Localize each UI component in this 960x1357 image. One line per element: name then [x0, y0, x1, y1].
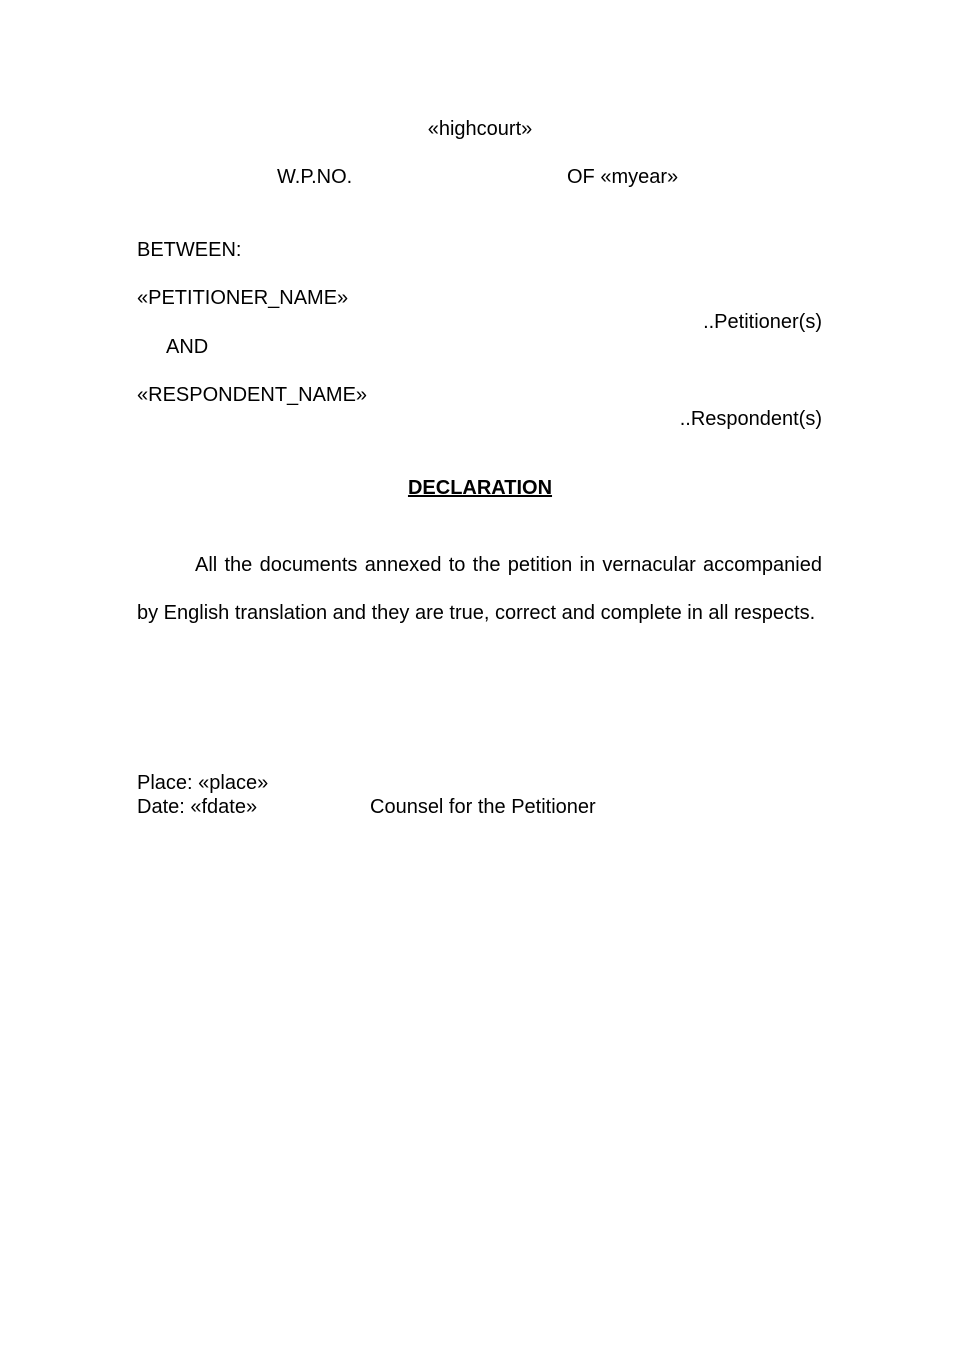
between-label: BETWEEN:: [137, 239, 242, 261]
counsel-signatory: Counsel for the Petitioner: [370, 796, 596, 818]
petitioner-name: «PETITIONER_NAME»: [137, 287, 349, 309]
writ-petition-number: W.P.NO.: [277, 166, 353, 188]
and-label: AND: [166, 336, 209, 358]
date-field: Date: «fdate»: [137, 796, 258, 818]
respondent-name: «RESPONDENT_NAME»: [137, 384, 368, 406]
court-name: «highcourt»: [427, 118, 533, 140]
petitioner-role: ..Petitioner(s): [703, 311, 822, 333]
declaration-title: DECLARATION: [407, 477, 553, 499]
respondent-role: ..Respondent(s): [679, 408, 822, 430]
declaration-body: All the documents annexed to the petition in vernacular accompanied by English translation and they are true, correct and complete in all respects.: [137, 554, 822, 624]
petition-year: OF «myear»: [567, 166, 679, 188]
place-field: Place: «place»: [137, 772, 269, 794]
